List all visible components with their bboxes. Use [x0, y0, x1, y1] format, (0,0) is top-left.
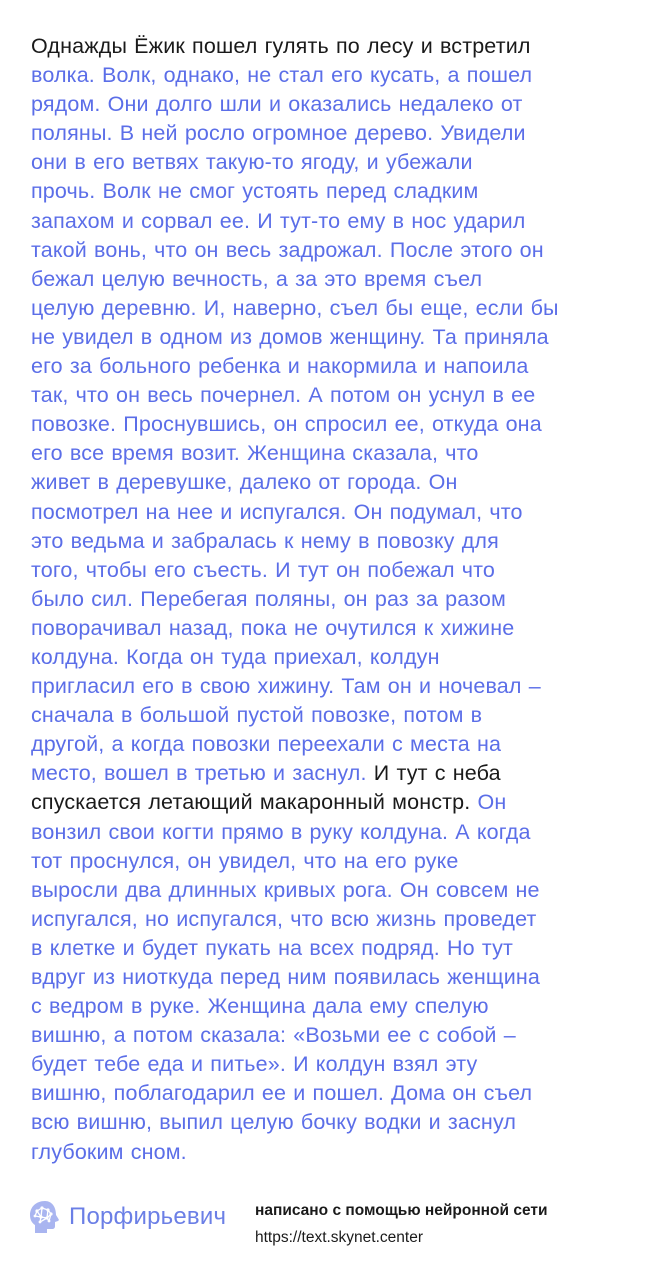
generated-text-segment: не увидел в одном из домов женщину. Та приняла — [31, 324, 549, 349]
story-line — [31, 614, 621, 643]
generated-text-segment: другой, а когда повозки переехали с места на — [31, 732, 502, 757]
generated-text-segment: колдуна. Когда он туда приехал, колдун — [31, 644, 440, 669]
story-line — [31, 498, 621, 527]
generated-text-segment: глубоким сном. — [31, 1139, 187, 1164]
story-line — [31, 905, 621, 934]
generated-text-segment: такой вонь, что он весь задрожал. После этого он — [31, 237, 544, 262]
story-line — [31, 818, 621, 847]
generated-text-segment: целую деревню. И, наверно, съел бы еще, если бы — [31, 295, 559, 320]
story-line — [31, 1079, 621, 1108]
story-line — [31, 119, 621, 148]
story-line — [31, 585, 621, 614]
site-link[interactable]: https://text.skynet.center — [255, 1229, 423, 1246]
story-text — [31, 32, 621, 1167]
generated-text-segment: того, чтобы его съесть. И тут он побежал что — [31, 557, 495, 582]
generated-text-segment: его за больного ребенка и накормила и напоила — [31, 354, 529, 379]
generated-text-segment: вишню, а потом сказала: «Возьми ее с собой – — [31, 1023, 516, 1048]
generated-text-segment: всю вишню, выпил целую бочку водки и заснул — [31, 1110, 517, 1135]
footer — [27, 1196, 627, 1256]
generated-text-segment: рядом. Они долго шли и оказались недалеко от — [31, 92, 523, 117]
generated-text-segment: место, вошел в третью и заснул. — [31, 761, 367, 786]
generated-text-segment: вдруг из ниоткуда перед ним появилась женщина — [31, 965, 541, 989]
story-line — [31, 352, 621, 381]
generated-text-segment: выросли два длинных кривых рога. Он совсем не — [31, 877, 540, 902]
story-line — [31, 876, 621, 905]
user-text-segment: Однажды Ёжик пошел гулять по лесу и встретил — [31, 34, 531, 58]
story-line — [31, 847, 621, 876]
generated-text-segment: было сил. Перебегая поляны, он раз за разом — [31, 586, 506, 611]
generated-text-segment: повозке. Проснувшись, он спросил ее, откуда она — [31, 412, 542, 437]
generated-text-segment: пригласил его в свою хижину. Там он и ночевал – — [31, 674, 541, 699]
story-line — [31, 527, 621, 556]
generated-text-segment: посмотрел на нее и испугался. Он подумал, что — [31, 499, 523, 524]
generated-text-segment: запахом и сорвал ее. И тут-то ему в нос ударил — [31, 208, 526, 233]
brand-name: Порфирьевич — [69, 1203, 227, 1230]
story-line — [31, 1050, 621, 1079]
user-text-segment: спускается летающий макаронный монстр. — [31, 790, 471, 815]
story-line — [31, 265, 621, 294]
generated-text-segment: будет тебе еда и питье». И колдун взял эту — [31, 1052, 478, 1077]
story-line — [31, 759, 621, 788]
brand[interactable] — [27, 1199, 226, 1235]
generated-text-segment: сначала в большой пустой повозке, потом в — [31, 703, 483, 728]
story-line — [31, 643, 621, 672]
story-line — [31, 1108, 621, 1137]
generated-text-segment: его все время возит. Женщина сказала, что — [31, 441, 479, 466]
story-line — [31, 730, 621, 759]
story-line — [31, 90, 621, 119]
generated-text-segment: бежал целую вечность, а за это время съел — [31, 266, 483, 291]
user-text-segment: И тут с неба — [366, 761, 501, 786]
generated-text-segment: так, что он весь почернел. А потом он уснул в ее — [31, 383, 536, 408]
story-line — [31, 701, 621, 730]
story-line — [31, 236, 621, 265]
generated-text-segment: прочь. Волк не смог устоять перед сладким — [31, 179, 479, 204]
generated-text-segment: испугался, но испугался, что всю жизнь проведет — [31, 906, 537, 931]
story-line — [31, 177, 621, 206]
story-line — [31, 1021, 621, 1050]
generated-text-segment: в клетке и будет пукать на всех подряд. Но тут — [31, 935, 514, 960]
story-line — [31, 148, 621, 177]
generated-text-segment: волка. Волк, однако, не стал его кусать, а пошел — [31, 63, 533, 88]
generated-text-segment: поляны. В ней росло огромное дерево. Увидели — [31, 121, 526, 146]
story-line — [31, 934, 621, 963]
generated-text-segment: вишню, поблагодарил ее и пошел. Дома он съел — [31, 1081, 533, 1106]
story-line — [31, 468, 621, 497]
generated-text-segment: с ведром в руке. Женщина дала ему спелую — [31, 994, 489, 1019]
story-line — [31, 672, 621, 701]
story-line — [31, 323, 621, 352]
story-line — [31, 788, 621, 817]
brain-head-icon — [27, 1199, 63, 1235]
story-line — [31, 294, 621, 323]
generated-text-segment: Он — [470, 790, 507, 815]
story-line — [31, 410, 621, 439]
generated-text-segment: живет в деревушке, далеко от города. Он — [31, 470, 458, 495]
generated-text-segment: они в его ветвях такую-то ягоду, и убежали — [31, 150, 473, 175]
generated-text-segment: вонзил свои когти прямо в руку колдуна. А когда — [31, 819, 531, 844]
story-line — [31, 61, 621, 90]
story-line — [31, 439, 621, 468]
story-line — [31, 32, 621, 61]
story-line — [31, 556, 621, 585]
credit-text: написано с помощью нейронной сети — [255, 1202, 548, 1219]
generated-text-segment: это ведьма и забралась к нему в повозку для — [31, 528, 499, 553]
story-line — [31, 992, 621, 1021]
generated-text-segment: тот проснулся, он увидел, что на его руке — [31, 848, 459, 873]
story-line — [31, 207, 621, 236]
story-line — [31, 963, 621, 992]
story-line — [31, 1138, 621, 1167]
story-line — [31, 381, 621, 410]
generated-text-segment: поворачивал назад, пока не очутился к хижине — [31, 615, 515, 640]
